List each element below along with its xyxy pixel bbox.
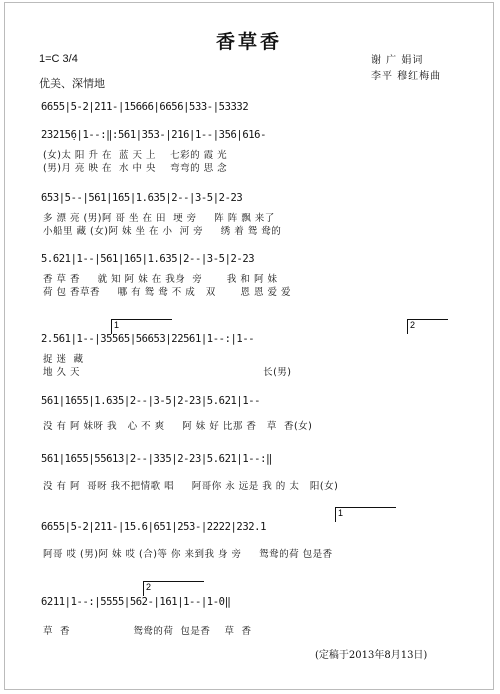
system-5-lyric-2: 地 久 天 长(男) bbox=[43, 367, 292, 377]
system-1-notes: 6655|5-2|2̇11-|15666|6656|533-|53332 bbox=[41, 101, 249, 113]
score-page bbox=[4, 2, 494, 690]
system-2-lyric-1: (女)太 阳 升 在 蓝 天 上 七彩的 霞 光 bbox=[43, 150, 228, 160]
system-7-notes: 561|1655|55613|2--|335|2-23|5.621|1--:‖ bbox=[41, 453, 272, 465]
system-7-lyric-1: 没 有 阿 哥呀 我不把情歌 唱 阿哥你 永 远是 我 的 太 阳(女) bbox=[43, 481, 339, 491]
system-9-lyric-1: 草 香 鸳鸯的荷 包是香 草 香 bbox=[43, 626, 252, 636]
volta-1: 1 bbox=[111, 319, 172, 334]
system-4-lyric-1: 香 草 香 就 知 阿 妹 在 我身 旁 我 和 阿 妹 bbox=[43, 274, 278, 284]
system-8-lyric-1: 阿哥 哎 (男)阿 妹 哎 (合)等 你 来到我 身 旁 鸳鸯的荷 包是香 bbox=[43, 549, 333, 559]
system-3-lyric-2: 小船里 藏 (女)阿 妹 坐 在 小 河 旁 绣 着 鸳 鸯的 bbox=[43, 226, 282, 236]
system-3-notes: 653|5--|561|165|1.635|2--|3-5|2-23 bbox=[41, 192, 243, 204]
completion-date: (定稿于2013年8月13日) bbox=[315, 650, 428, 661]
system-9-notes: 6211|1--:|5555|562-|161|1--|1-0‖ bbox=[41, 596, 231, 608]
system-3-lyric-1: 多 漂 亮 (男)阿 哥 坐 在 田 埂 旁 阵 阵 飘 来了 bbox=[43, 213, 275, 223]
system-5-lyric-1: 捉 迷 藏 bbox=[43, 354, 84, 364]
song-title: 香草香 bbox=[215, 31, 282, 53]
system-2-lyric-2: (男)月 亮 映 在 水 中 央 弯弯的 思 念 bbox=[43, 163, 228, 173]
volta-1-ending: 1 bbox=[335, 507, 396, 522]
system-8-notes: 6655|5-2|211-|15.6|651|253-|2222|232.1 bbox=[41, 521, 267, 533]
key-signature: 1=C 3/4 bbox=[39, 53, 78, 65]
system-4-lyric-2: 荷 包 香草香 哪 有 鸳 鸯 不 成 双 恩 恩 爱 爱 bbox=[43, 287, 291, 297]
lyricist-credit: 谢 广 娟词 bbox=[371, 55, 424, 66]
system-2-notes: 23215̣6|1--:‖:561|353-|216|1--|356|616- bbox=[41, 129, 267, 141]
system-6-lyric-1: 没 有 阿 妹呀 我 心 不 爽 阿 妹 好 比那 香 草 香(女) bbox=[43, 421, 313, 431]
system-5-notes: 2.561|1--|35565|56653|22561|1--:|1-- bbox=[41, 333, 255, 345]
volta-2-ending: 2 bbox=[143, 581, 204, 596]
tempo-marking: 优美、深情地 bbox=[39, 77, 105, 90]
system-6-notes: 561|1655|1.635|2--|3-5|2-23|5.621|1-- bbox=[41, 395, 261, 407]
system-4-notes: 5.621|1--|561|165|1.635|2--|3-5|2-23 bbox=[41, 253, 255, 265]
volta-2: 2 bbox=[407, 319, 448, 334]
composer-credit: 李平 穆红梅曲 bbox=[371, 71, 442, 82]
